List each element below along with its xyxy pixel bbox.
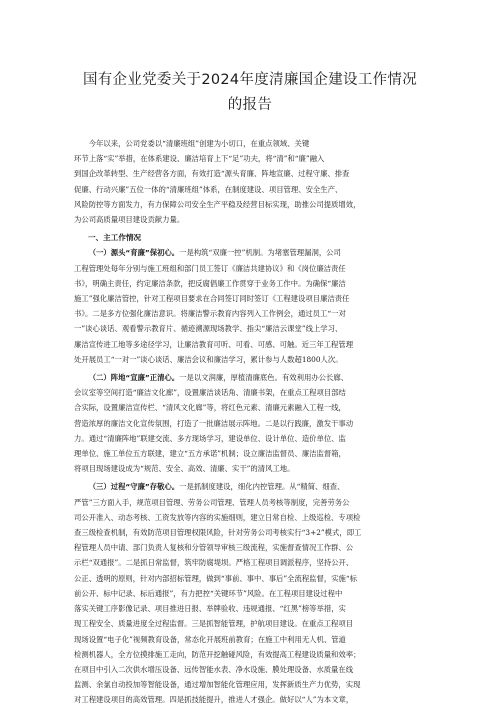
text-line: 促廉、行动兴廉”五位一体的“清廉班组”体系，在制度建设、项目管理、安全生产、 [74, 184, 343, 194]
text-line: 到国企改革转型、生产经营各方面，有效打造“源头育廉、阵地宣廉、过程守廉、排查 [74, 169, 350, 179]
text-line [74, 245, 426, 260]
text-fragment: 一是抓制度建设，细化内控管理。从“精简、细查、 [179, 482, 345, 492]
text-line: 落实关键工序影像记录、项目推进日报、举牌验收、违规通报、“红黑”榜等举措，实 [74, 604, 346, 614]
text-line: 书》。二是多方位强化廉洁意识。将廉洁警示教育内容列入工作例会，通过员工“一对 [74, 309, 346, 319]
text-line: 今年以来，公司党委以“清廉班组”创建为小切口，在重点领域、关键 [88, 139, 310, 148]
text-line: 监测、余氯自动投加等智能设备，通过增加智能化管理应用，发挥新质生产力优势，实现 [74, 680, 361, 690]
title-line: 的报告 [227, 97, 273, 113]
subsection-title: （一）源头“育廉”保初心。 [88, 248, 180, 258]
section-3-paragraph [74, 479, 426, 707]
text-line: 会议室等空间打造“廉洁文化廊”，设置廉洁谈话角、清廉书架，在重点工程项目部结 [74, 388, 346, 398]
text-fragment: 一是构筑“双廉一控”机制。为堵塞管理漏洞，公司 [179, 248, 341, 258]
subsection-title: （二）阵地“宣廉”正清心。 [88, 373, 180, 383]
text-line: 对工程建设项目的高效管理。四是抓技能提升，推进人才强企。做好以“人”为本文章， [74, 695, 354, 705]
section-1-paragraph [74, 245, 426, 367]
text-line: 工程管理处每年分别与施工班组和部门员工签订《廉洁共建协议》和《岗位廉洁责任 [74, 263, 346, 273]
text-line: 风险防控等方面发力，有力保障公司安全生产平稳及经营目标实现，助推公司提质增效， [74, 199, 361, 209]
text-line: 书》，明确主责任，约定廉洁条款，把反腐倡廉工作贯穿于业务工作中。为确保“廉洁 [74, 278, 346, 288]
text-line: 力。通过“清廉阵地”联建交流、多方现场学习，建设单位、设计单位、造价单位、监 [74, 433, 346, 443]
title-line: 国有企业党委关于2024年度清廉国企建设工作情况 [82, 72, 418, 88]
text-line: 营造浓厚的廉洁文化宣传氛围，打造了一批廉洁展示阵地。二是以行践廉，激发干事动 [74, 418, 354, 428]
text-line: 为公司高质量项目建设贡献力量。 [74, 215, 185, 225]
text-line: 程管理人员中请、部门负责人复核和分管领导审核三级流程，实施督查情况工作群、公 [74, 543, 354, 553]
text-line: 现场设置“电子化”视频教育设备，常态化开展班前教育；在施工中利用无人机、管道 [74, 634, 346, 644]
text-fragment: 一是以文润廉，厚植清廉底色。有效利用办公长廊、 [179, 373, 349, 383]
text-line: 合实际，设置廉洁宣传栏、“清风文化廊”等，将红色元素、清廉元素融入工程一线， [74, 403, 346, 413]
text-line: 施工”强化廉洁管控，针对工程项目要求在合同签订同时签订《工程建设项目廉洁责任 [74, 294, 350, 304]
text-line: 司公开准入、动态考核、工资发放等内容的实施细则，建立日常自检、上级巡检、专项检 [74, 512, 361, 522]
document-title [74, 68, 426, 118]
section-heading: 一、主工作情况 [88, 233, 142, 243]
text-line: 前公开、标中记录、标后通报”，有力把控“关键环节”风险。在工程项目建设过程中 [74, 588, 343, 598]
text-line: 理单位、施工单位五方联建，建立“五方承诺”机制；设立廉洁监督员、廉洁监督箱， [74, 449, 346, 459]
section-2-paragraph [74, 370, 426, 476]
subsection-title: （三）过程“守廉”存敬心。 [88, 482, 180, 492]
text-line: 查三级检查机制，有效防范项目管理权限风险，针对劳务公司考核实行“3+2”模式，即工 [74, 528, 362, 538]
text-line: 在项目中引入二次供水增压设备、远传智能水表、净水设施、膜处理设备、水质量在线 [74, 664, 354, 674]
text-line: 严管”三方面入手，规范项目管理、劳务公司管理、管理人员考核等制度，完善劳务公 [74, 497, 350, 507]
text-line [74, 479, 426, 494]
text-line: 公正、透明的原则，针对内部招标管理，做到“事前、事中、事后”全流程监督，实施“标 [74, 573, 357, 583]
text-line: 检测机器人，全方位摸排施工走向，防范开挖触碰风险，有效提高工程建设质量和效率； [74, 649, 361, 659]
text-line: 环节上落“实”举措，在体系建设、廉洁培育上下“足”功夫，将“清”和“廉”融入 [74, 154, 325, 164]
intro-paragraph [74, 136, 426, 227]
text-line: 廉洁宣传进工地等多途径学习，让廉洁教育可听、可看、可感、可触。近三年工程管理 [74, 339, 354, 349]
text-line: 一”谈心谈话、观看警示教育片、循迹溯源现场教学、指尖“廉洁云课堂”线上学习、 [74, 324, 343, 334]
text-line: 示栏“双通报”。二是抓日常监督，筑牢防腐堤坝。严格工程项目调派程序，坚持公开、 [74, 558, 354, 568]
text-line: 处开展员工“一对一”谈心谈话、廉洁会议和廉洁学习，累计参与人数超1800人次。 [74, 354, 343, 364]
text-line: 将项目现场建设成为“规范、安全、高效、清廉、实干”的清风工地。 [74, 464, 295, 474]
text-line: 现工程安全、质量进度全过程监督。三是抓智能管理，护航项目建设。在重点工程项目 [74, 619, 354, 629]
text-line [74, 370, 426, 385]
